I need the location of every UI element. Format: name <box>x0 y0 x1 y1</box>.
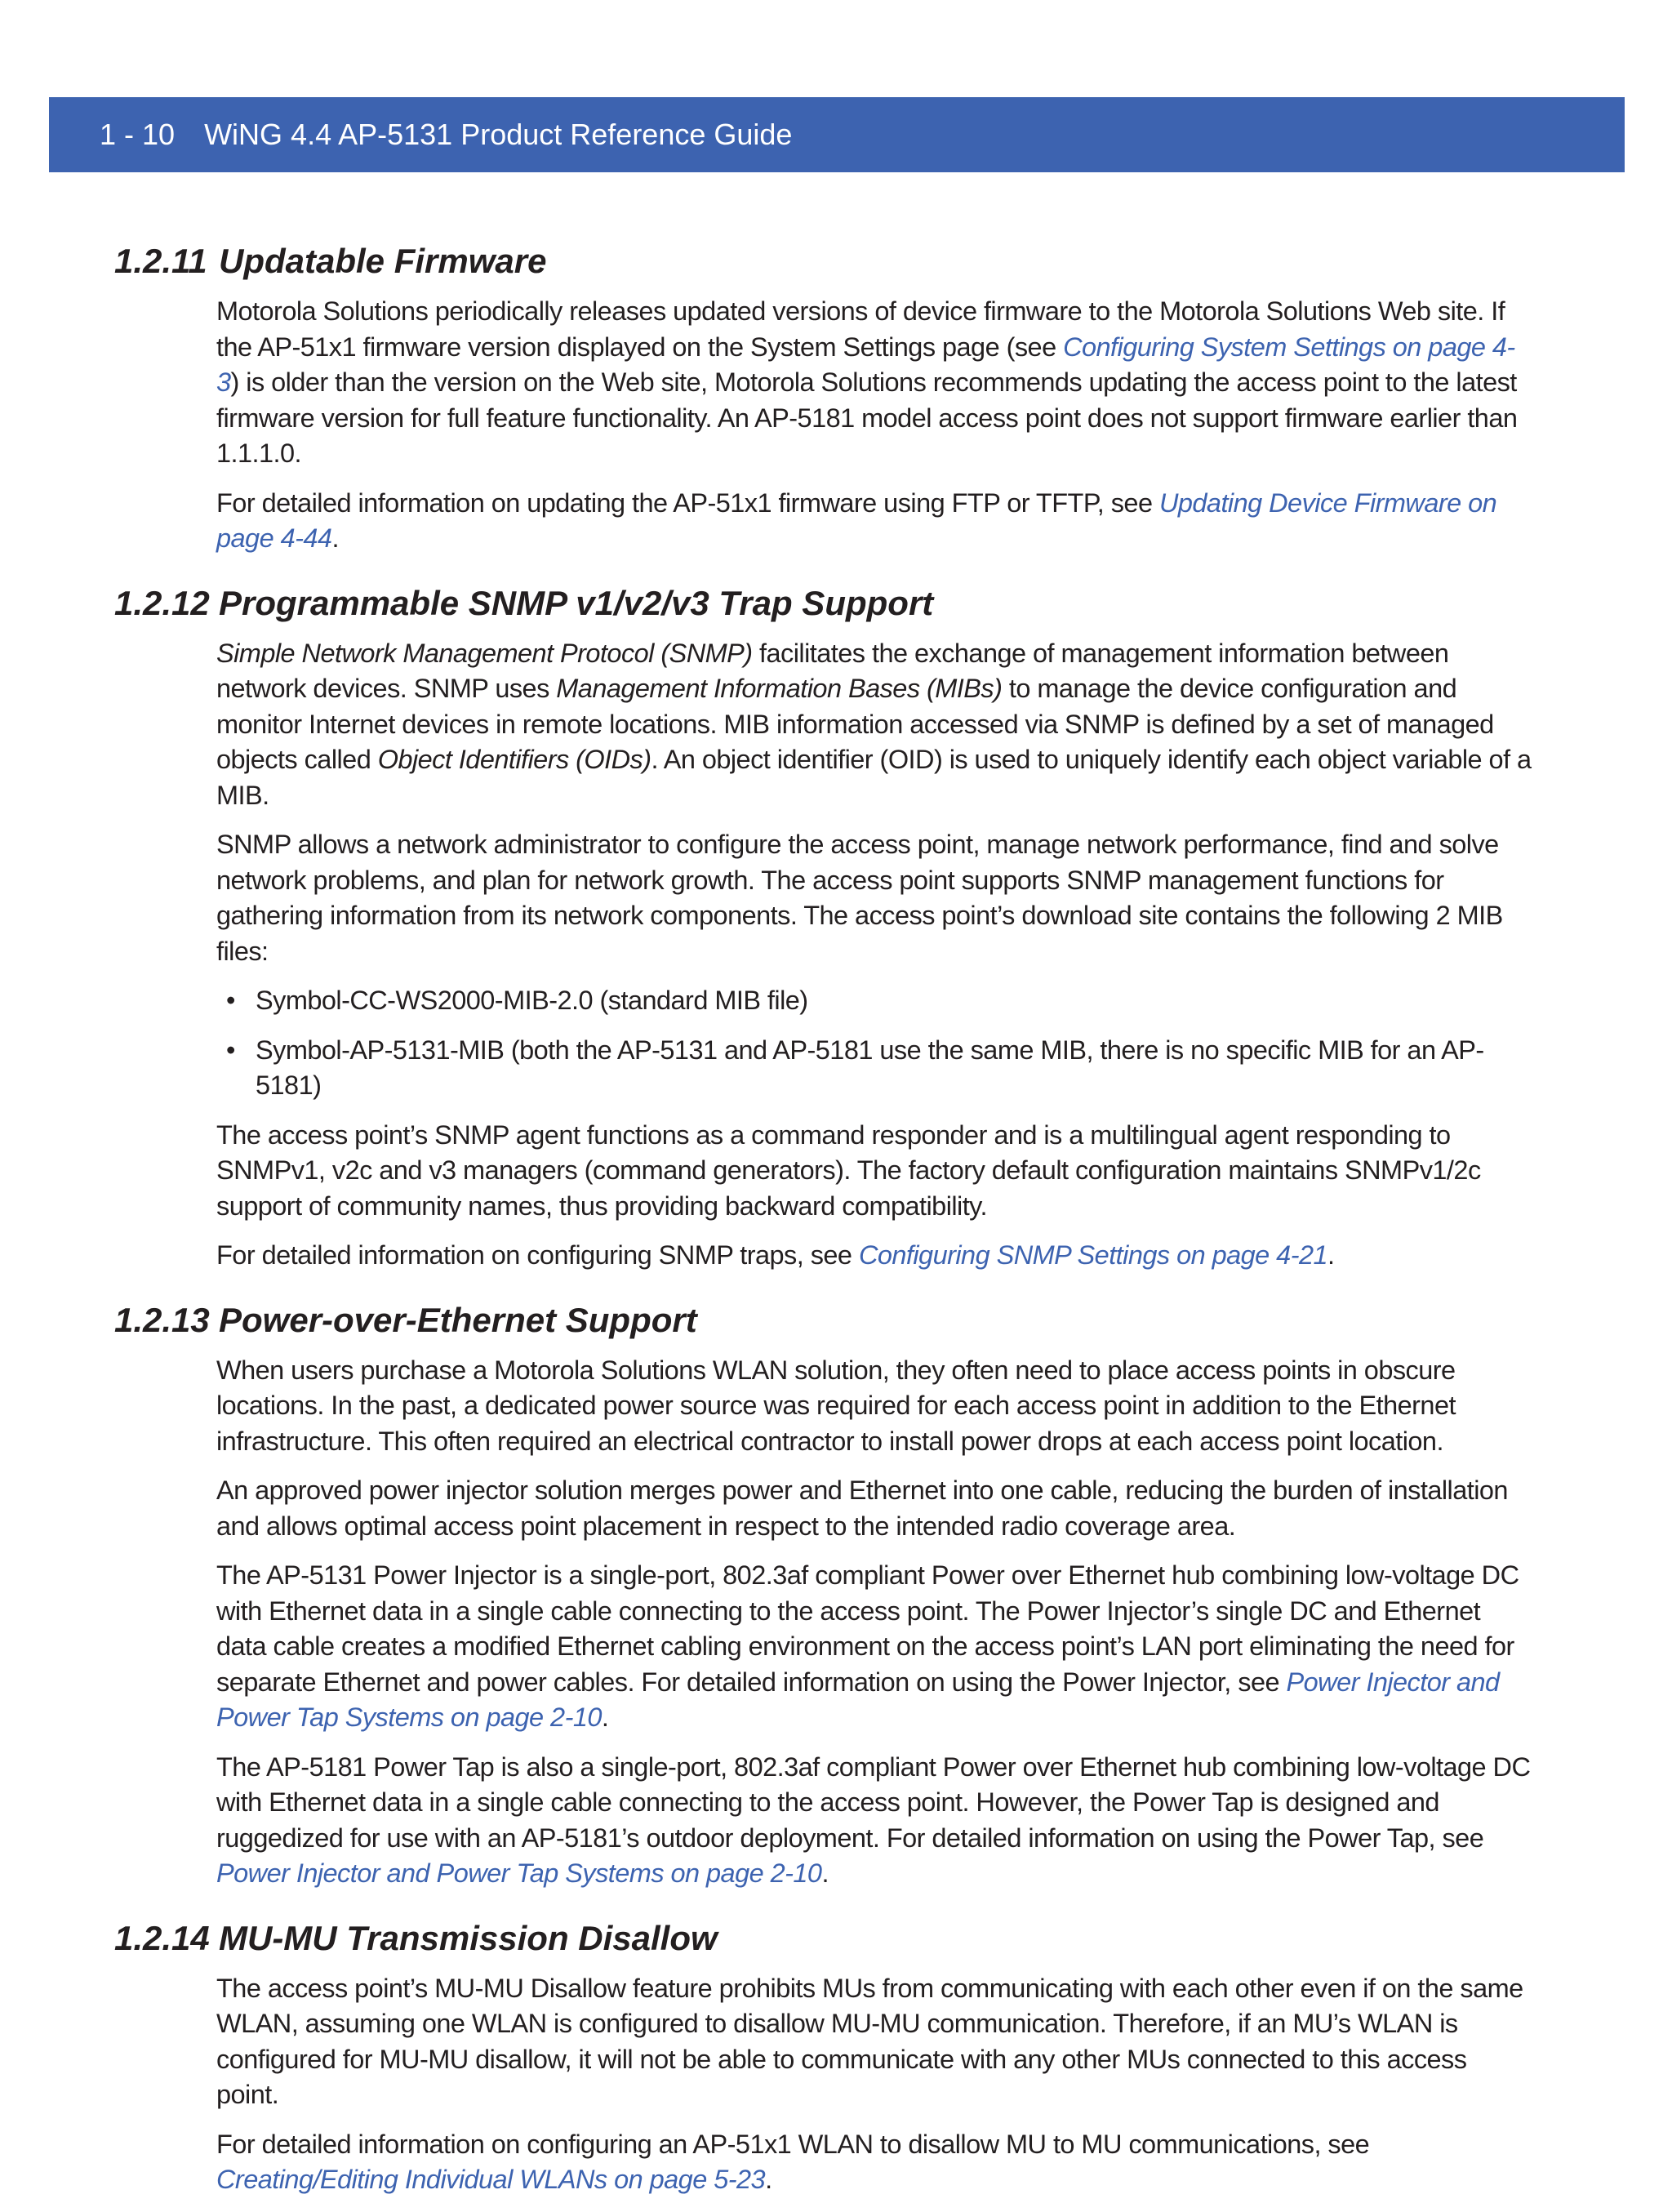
text: facilitates the exchange of management information between network devices. SNMP uses <box>216 638 1449 703</box>
paragraph: An approved power injector solution merges power and Ethernet into one cable, reducing the burden of installation and allows optimal access point placement in respect to the intended radio coverage area. <box>216 1475 1508 1541</box>
section-title: Power-over-Ethernet Support <box>219 1300 697 1339</box>
link-power-tap-systems[interactable]: Power Injector and Power Tap Systems on page 2-10 <box>216 1858 822 1888</box>
paragraph: SNMP allows a network administrator to configure the access point, manage network performance, find and solve network problems, and plan for network growth. The access point supports SNMP management functions for gathering information from its network components. The access point’s download site contains the following 2 MIB files: <box>216 830 1503 966</box>
text: For detailed information on configuring an AP-51x1 WLAN to disallow MU to MU communications, see <box>216 2129 1370 2159</box>
list-item-text: Symbol-CC-WS2000-MIB-2.0 (standard MIB file) <box>256 986 808 1015</box>
link-configuring-snmp-settings[interactable]: Configuring SNMP Settings on page 4-21 <box>858 1240 1328 1270</box>
section-heading <box>0 1906 1672 1971</box>
link-power-injector-systems[interactable]: Power Injector and Power Tap Systems on page 2-10 <box>216 1667 1500 1732</box>
text: . <box>821 1858 829 1888</box>
text: The AP-5131 Power Injector is a single-port, 802.3af compliant Power over Ethernet hub combining low-voltage DC with Ethernet data in a single cable connecting to the access point. The Power Injector’s single DC and Ethernet data cable creates a modified Ethernet cabling environment on the access point’s LAN port eliminating the need for separate Ethernet and power cables. For detailed information on using the Power Injector, see <box>216 1560 1519 1697</box>
paragraph <box>216 1238 1532 1274</box>
text: . <box>331 523 339 553</box>
section-number: 1.2.12 <box>114 583 210 622</box>
section-number: 1.2.13 <box>114 1300 210 1339</box>
link-configuring-system-settings[interactable]: Configuring System Settings on page 4-3 <box>216 332 1515 397</box>
text: ) is older than the version on the Web site, Motorola Solutions recommends updating the access point to the latest firmware version for full feature functionality. An AP-5181 model access point does not support firmware earlier than 1.1.1.0. <box>216 367 1518 468</box>
section-title: Programmable SNMP v1/v2/v3 Trap Support <box>219 583 934 622</box>
paragraph: The access point’s SNMP agent functions as a command responder and is a multilingual agent responding to SNMPv1, v2c and v3 managers (command generators). The factory default configuration maintains SNMPv1/2c support of community names, thus providing backward compatibility. <box>216 1119 1481 1221</box>
text: . <box>765 2165 772 2194</box>
text: For detailed information on updating the AP-51x1 firmware using FTP or TFTP, see <box>216 487 1159 518</box>
text-italic: Object Identifiers (OIDs) <box>377 745 651 774</box>
mib-file-list <box>216 983 1532 1104</box>
paragraph: When users purchase a Motorola Solutions WLAN solution, they often need to place access points in obscure locations. In the past, a dedicated power source was required for each access point in addition to the Ethernet infrastructure. This often required an electrical contractor to install power drops at each access point location. <box>216 1355 1456 1456</box>
text: Motorola Solutions periodically releases updated versions of device firmware to the Motorola Solutions Web site. If the AP-51x1 firmware version displayed on the System Settings page (see <box>216 296 1505 362</box>
paragraph <box>216 2127 1532 2198</box>
section-mu-mu-transmission-disallow <box>0 1906 1672 2198</box>
bullet-icon: • <box>226 986 235 1015</box>
section-number: 1.2.11 <box>114 242 207 280</box>
paragraph <box>216 294 1532 472</box>
text: . <box>601 1702 609 1732</box>
text: to manage the device configuration and monitor Internet devices in remote locations. MIB information accessed via SNMP is defined by a set of managed objects called <box>216 674 1494 774</box>
paragraph <box>216 486 1532 557</box>
text-italic: Management Information Bases (MIBs) <box>556 674 1003 703</box>
section-heading <box>0 571 1672 636</box>
text: . An object identifier (OID) is used to uniquely identify each object variable of a MIB. <box>216 745 1532 810</box>
text: The AP-5181 Power Tap is also a single-port, 802.3af compliant Power over Ethernet hub combining low-voltage DC with Ethernet data in a single cable connecting to the access point. However, the Power Tap is designed and ruggedized for use with an AP-5181’s outdoor deployment. For detailed information on using the Power Tap, see <box>216 1751 1531 1853</box>
section-number: 1.2.14 <box>114 1918 210 1957</box>
section-title: MU-MU Transmission Disallow <box>219 1918 718 1957</box>
list-item-text: Symbol-AP-5131-MIB (both the AP-5131 and AP-5181 use the same MIB, there is no specific MIB for an AP-5181) <box>256 1035 1484 1100</box>
page-number: 1 - 10 <box>100 118 176 151</box>
page-header <box>49 97 1625 172</box>
link-updating-device-firmware[interactable]: Updating Device Firmware on page 4-44 <box>216 487 1497 553</box>
paragraph <box>216 1558 1532 1736</box>
bullet-icon: • <box>226 1035 235 1065</box>
guide-title: WiNG 4.4 AP-5131 Product Reference Guide <box>204 118 793 151</box>
text: . <box>1327 1240 1335 1270</box>
section-power-over-ethernet <box>0 1288 1672 1892</box>
section-heading <box>0 1288 1672 1353</box>
section-updatable-firmware <box>0 229 1672 557</box>
paragraph: The access point’s MU-MU Disallow feature prohibits MUs from communicating with each other even if on the same WLAN, assuming one WLAN is configured to disallow MU-MU communication. Therefore, if an MU’s WLAN is configured for MU-MU disallow, it will not be able to communicate with any other MUs connected to this access point. <box>216 1973 1523 2109</box>
link-creating-editing-wlans[interactable]: Creating/Editing Individual WLANs on page 5-23 <box>216 2165 766 2194</box>
page-content <box>0 229 1672 2212</box>
section-snmp-trap-support <box>0 571 1672 1274</box>
text: For detailed information on configuring SNMP traps, see <box>216 1240 859 1270</box>
list-item <box>216 1033 1532 1104</box>
section-title: Updatable Firmware <box>219 242 547 280</box>
text-italic: Simple Network Management Protocol (SNMP) <box>216 638 753 668</box>
paragraph <box>216 636 1532 814</box>
paragraph <box>216 1750 1532 1892</box>
list-item <box>216 983 1532 1019</box>
section-heading <box>0 229 1672 294</box>
